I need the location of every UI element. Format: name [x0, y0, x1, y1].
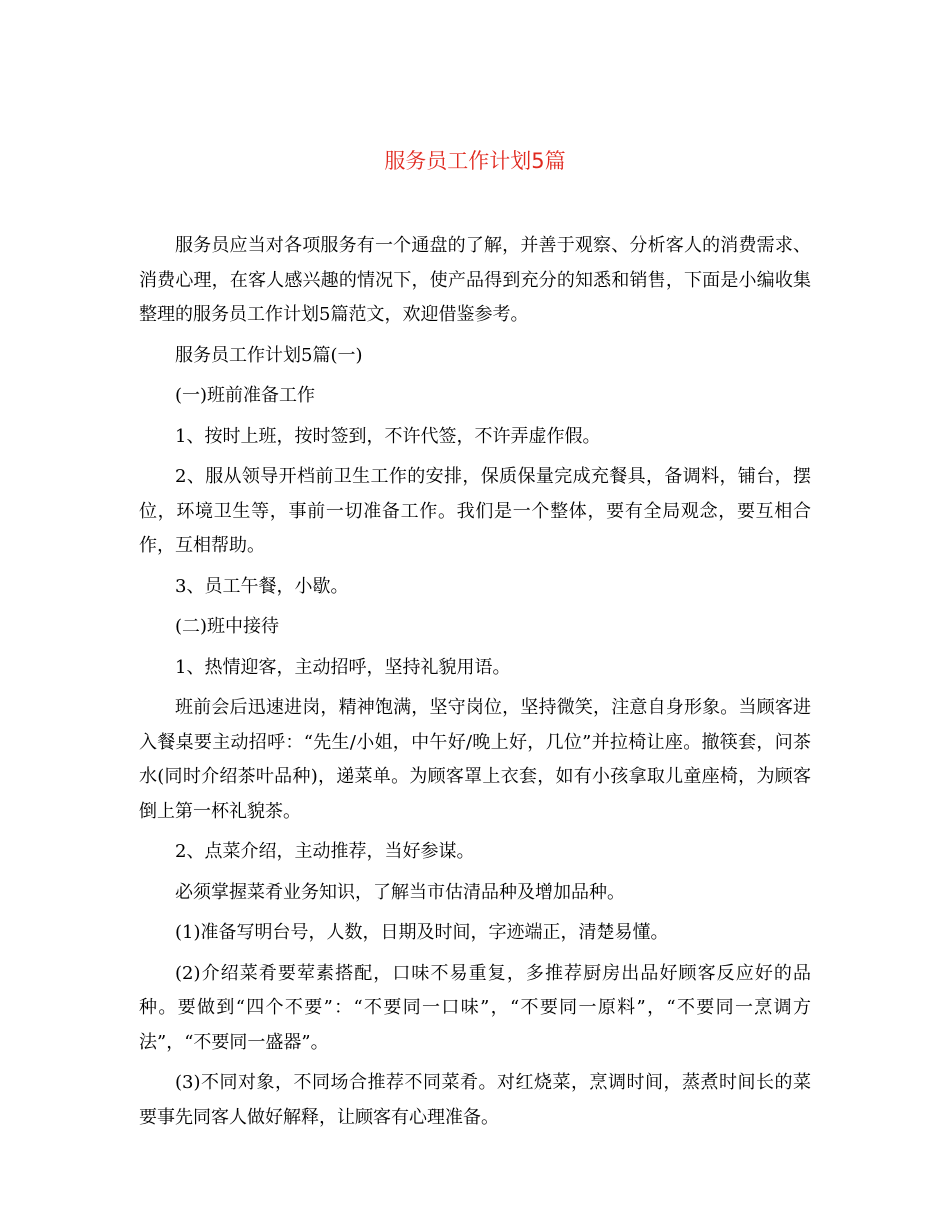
- paragraph-item: (1)准备写明台号，人数，日期及时间，字迹端正，清楚易懂。: [175, 922, 669, 943]
- document-title: 服务员工作计划5篇: [384, 149, 566, 173]
- subheading-pre-shift-prep: (一)班前准备工作: [175, 385, 316, 406]
- paragraph-item: 1、按时上班，按时签到，不许代签，不许弄虚作假。: [175, 425, 601, 447]
- paragraph-item: 1、热情迎客，主动招呼，坚持礼貌用语。: [175, 656, 511, 678]
- paragraph-item: (3)不同对象，不同场合推荐不同菜肴。对红烧菜，烹调时间，蒸煮时间长的菜要事先同客人做好解释，让顾客有心理准备。: [139, 1072, 811, 1128]
- paragraph-body: 班前会后迅速进岗，精神饱满，坚守岗位，坚持微笑，注意自身形象。当顾客进入餐桌要主动招呼：“先生/小姐，中午好/晚上好，几位”并拉椅让座。撤筷套，问茶水(同时介绍茶叶品种)，递菜单。为顾客罩上衣套，如有小孩拿取儿童座椅，为顾客倒上第一杯礼貌茶。: [139, 697, 811, 822]
- paragraph-item: 3、员工午餐，小歇。: [175, 575, 349, 597]
- section-heading-plan-one: 服务员工作计划5篇(一): [175, 344, 363, 366]
- paragraph-item: 2、点菜介绍，主动推荐，当好参谋。: [175, 841, 475, 862]
- paragraph-intro: 服务员应当对各项服务有一个通盘的了解，并善于观察、分析客人的消费需求、消费心理，在客人感兴趣的情况下，使产品得到充分的知悉和销售，下面是小编收集整理的服务员工作计划5篇范文，欢迎借鉴参考。: [139, 235, 811, 325]
- paragraph-body: 必须掌握菜肴业务知识，了解当市估清品种及增加品种。: [175, 881, 625, 903]
- paragraph-item: (2)介绍菜肴要荤素搭配，口味不易重复，多推荐厨房出品好顾客反应好的品种。要做到“四个不要”：“不要同一口味”，“不要同一原料”，“不要同一烹调方法”，“不要同一盛器”。: [139, 962, 811, 1053]
- document-body: [139, 229, 811, 1141]
- paragraph-item: 2、服从领导开档前卫生工作的安排，保质保量完成充餐具，备调料，铺台，摆位，环境卫生等，事前一切准备工作。我们是一个整体，要有全局观念，要互相合作，互相帮助。: [139, 466, 811, 556]
- subheading-in-shift-service: (二)班中接待: [175, 616, 280, 637]
